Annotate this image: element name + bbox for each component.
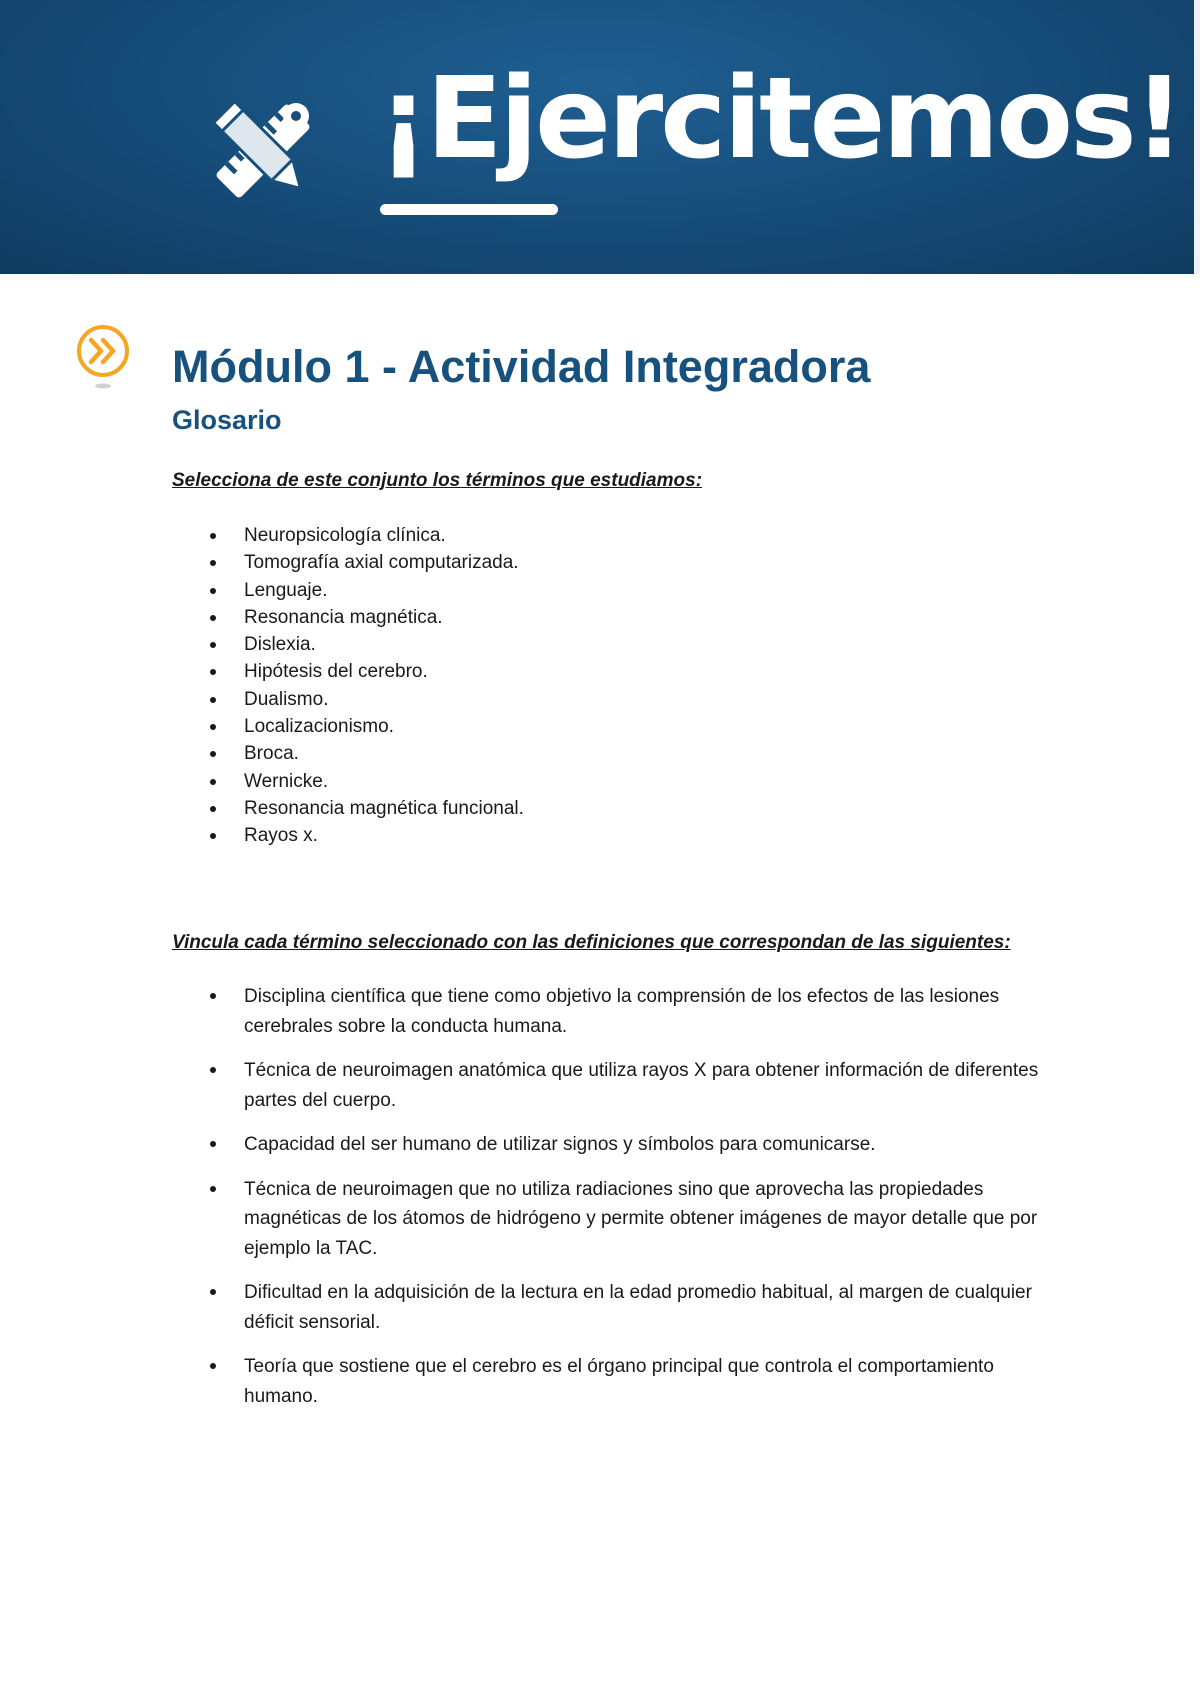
term-item: Resonancia magnética. [172, 604, 524, 631]
term-item: Broca. [172, 740, 524, 767]
terms-list [172, 522, 524, 850]
term-item: Tomografía axial computarizada. [172, 549, 524, 576]
term-item: Rayos x. [172, 822, 524, 849]
definition-item: Capacidad del ser humano de utilizar signos y símbolos para comunicarse. [172, 1130, 1052, 1160]
term-item: Resonancia magnética funcional. [172, 795, 524, 822]
term-item: Neuropsicología clínica. [172, 522, 524, 549]
definition-item: Disciplina científica que tiene como objetivo la comprensión de los efectos de las lesiones cerebrales sobre la conducta humana. [172, 982, 1052, 1041]
definition-item: Teoría que sostiene que el cerebro es el órgano principal que controla el comportamiento humano. [172, 1352, 1052, 1411]
term-item: Dualismo. [172, 686, 524, 713]
banner-title: ¡Ejercitemos! [378, 54, 1182, 184]
term-item: Lenguaje. [172, 577, 524, 604]
instruction-select-terms: Selecciona de este conjunto los términos que estudiamos: [172, 470, 703, 491]
double-chevron-circle-icon [74, 322, 132, 392]
definition-item: Técnica de neuroimagen que no utiliza radiaciones sino que aprovecha las propiedades magnéticas de los átomos de hidrógeno y permite obtener imágenes de mayor detalle que por ejemplo la TAC. [172, 1175, 1052, 1264]
banner-underline [380, 204, 558, 215]
term-item: Hipótesis del cerebro. [172, 658, 524, 685]
definition-item: Técnica de neuroimagen anatómica que utiliza rayos X para obtener información de diferentes partes del cuerpo. [172, 1056, 1052, 1115]
definitions-list [172, 982, 1052, 1426]
header-banner [0, 0, 1200, 274]
ruler-pencil-icon [198, 86, 328, 216]
term-item: Dislexia. [172, 631, 524, 658]
page-title: Módulo 1 - Actividad Integradora [172, 341, 871, 392]
definition-item: Dificultad en la adquisición de la lectura en la edad promedio habitual, al margen de cualquier déficit sensorial. [172, 1278, 1052, 1337]
term-item: Wernicke. [172, 768, 524, 795]
instruction-link-definitions: Vincula cada término seleccionado con las definiciones que correspondan de las siguientes: [172, 932, 1011, 953]
page-subtitle: Glosario [172, 405, 282, 435]
term-item: Localizacionismo. [172, 713, 524, 740]
